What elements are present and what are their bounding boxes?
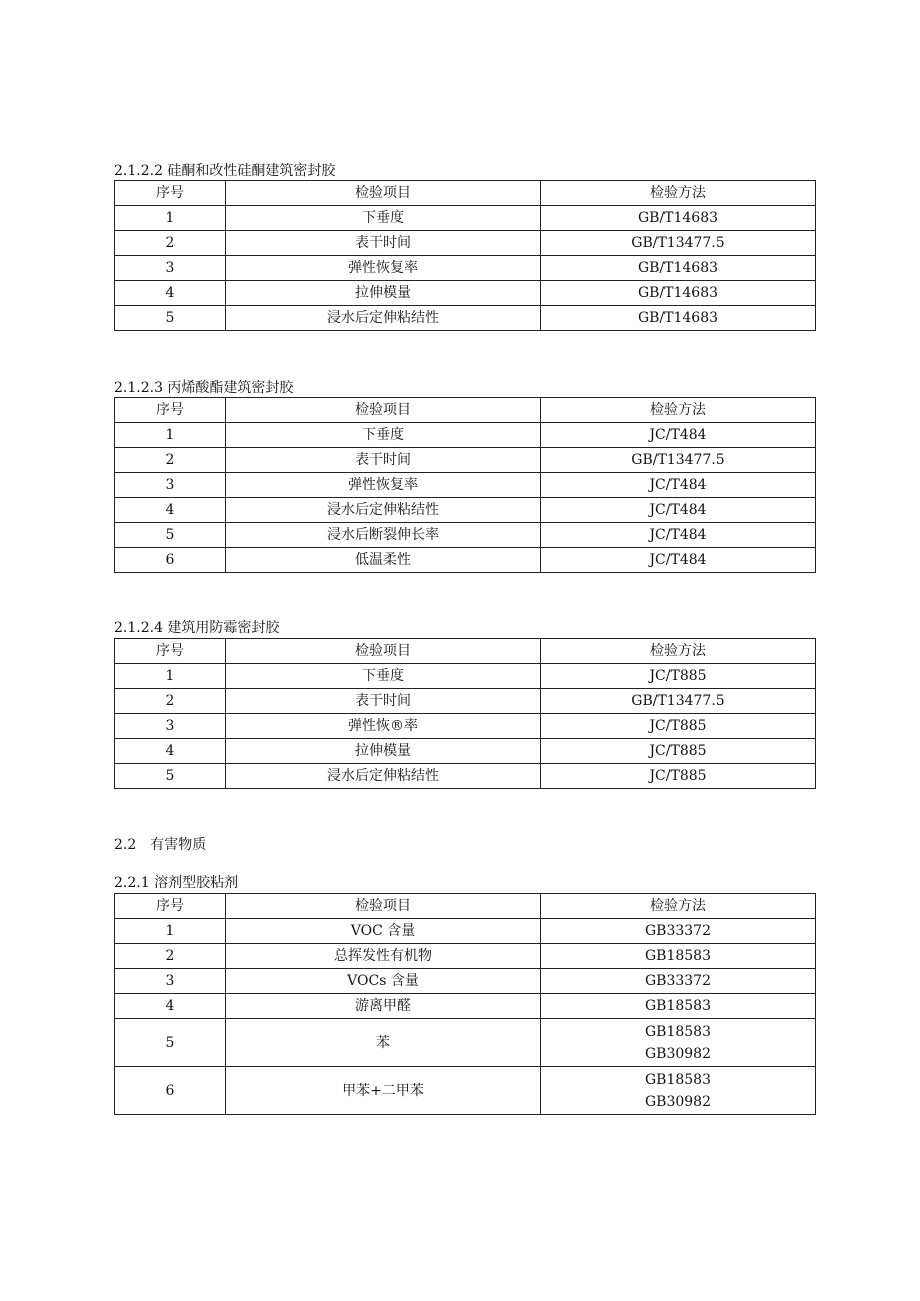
header-method: 检验方法 (541, 181, 816, 206)
table-row (115, 281, 816, 306)
row-method: GB18583 (541, 994, 816, 1019)
table-row (115, 206, 816, 231)
row-method: GB/T14683 (541, 206, 816, 231)
table-row (115, 739, 816, 764)
row-method: JC/T484 (541, 548, 816, 573)
row-item: 浸水后定伸粘结性 (226, 306, 541, 331)
row-method: JC/T885 (541, 739, 816, 764)
table-row (115, 498, 816, 523)
header-no: 序号 (115, 894, 226, 919)
row-item: 弹性恢复率 (226, 256, 541, 281)
table-row (115, 969, 816, 994)
row-item: 弹性恢®率 (226, 714, 541, 739)
section-caption: 2.1.2.4 建筑用防霉密封胶 (114, 620, 280, 636)
row-no: 1 (115, 919, 226, 944)
row-no: 2 (115, 448, 226, 473)
row-item: 表干时间 (226, 448, 541, 473)
header-no: 序号 (115, 181, 226, 206)
row-method: JC/T885 (541, 714, 816, 739)
row-item: 下垂度 (226, 423, 541, 448)
row-no: 5 (115, 1019, 226, 1067)
table-row (115, 714, 816, 739)
row-method: GB18583 (541, 944, 816, 969)
row-item: VOC 含量 (226, 919, 541, 944)
section-caption: 2.1.2.3 丙烯酸酯建筑密封胶 (114, 380, 294, 396)
row-method: GB33372 (541, 919, 816, 944)
test-table (114, 180, 816, 331)
table-row (115, 548, 816, 573)
row-no: 3 (115, 969, 226, 994)
row-item: 游离甲醛 (226, 994, 541, 1019)
row-no: 1 (115, 423, 226, 448)
row-no: 6 (115, 548, 226, 573)
row-item: 拉伸模量 (226, 281, 541, 306)
table-header-row (115, 398, 816, 423)
test-table (114, 893, 816, 1115)
header-item: 检验项目 (226, 639, 541, 664)
row-item: 弹性恢复率 (226, 473, 541, 498)
row-no: 2 (115, 689, 226, 714)
row-method: GB/T13477.5 (541, 448, 816, 473)
row-method: JC/T885 (541, 764, 816, 789)
header-item: 检验项目 (226, 894, 541, 919)
row-item: 下垂度 (226, 206, 541, 231)
table-row (115, 448, 816, 473)
header-method: 检验方法 (541, 639, 816, 664)
row-method: JC/T484 (541, 423, 816, 448)
header-method: 检验方法 (541, 398, 816, 423)
table-row (115, 231, 816, 256)
row-method: GB/T14683 (541, 256, 816, 281)
row-method: JC/T484 (541, 498, 816, 523)
row-item: 浸水后断裂伸长率 (226, 523, 541, 548)
table-row (115, 1019, 816, 1067)
row-no: 3 (115, 473, 226, 498)
header-no: 序号 (115, 639, 226, 664)
table-header-row (115, 639, 816, 664)
row-method: JC/T484 (541, 473, 816, 498)
row-no: 5 (115, 523, 226, 548)
row-no: 4 (115, 498, 226, 523)
row-item: 表干时间 (226, 689, 541, 714)
header-item: 检验项目 (226, 398, 541, 423)
method-line: GB30982 (644, 1093, 711, 1110)
row-item: VOCs 含量 (226, 969, 541, 994)
header-item: 检验项目 (226, 181, 541, 206)
row-no: 5 (115, 764, 226, 789)
row-item: 甲苯+二甲苯 (226, 1067, 541, 1115)
table-row (115, 256, 816, 281)
table-header-row (115, 894, 816, 919)
row-method: JC/T885 (541, 664, 816, 689)
table-row (115, 944, 816, 969)
table-row (115, 689, 816, 714)
row-no: 4 (115, 739, 226, 764)
row-no: 4 (115, 994, 226, 1019)
row-no: 1 (115, 206, 226, 231)
method-line: GB18583 (644, 1071, 711, 1088)
row-item: 浸水后定伸粘结性 (226, 764, 541, 789)
row-item: 表干时间 (226, 231, 541, 256)
row-no: 1 (115, 664, 226, 689)
table-row (115, 523, 816, 548)
header-no: 序号 (115, 398, 226, 423)
section-caption: 2.1.2.2 硅酮和改性硅酮建筑密封胶 (114, 163, 336, 179)
test-table (114, 638, 816, 789)
row-item: 浸水后定伸粘结性 (226, 498, 541, 523)
section-heading: 2.2 有害物质 (114, 837, 207, 853)
table-row (115, 306, 816, 331)
row-method: GB/T14683 (541, 281, 816, 306)
row-no: 2 (115, 231, 226, 256)
table-row (115, 664, 816, 689)
row-item: 低温柔性 (226, 548, 541, 573)
row-method: GB/T14683 (541, 306, 816, 331)
table-row (115, 764, 816, 789)
test-table (114, 397, 816, 573)
row-item: 苯 (226, 1019, 541, 1067)
row-method (541, 1019, 816, 1067)
row-item: 总挥发性有机物 (226, 944, 541, 969)
row-no: 5 (115, 306, 226, 331)
table-row (115, 423, 816, 448)
row-method (541, 1067, 816, 1115)
row-no: 3 (115, 714, 226, 739)
row-method: JC/T484 (541, 523, 816, 548)
row-method: GB/T13477.5 (541, 689, 816, 714)
method-line: GB30982 (644, 1045, 711, 1062)
row-no: 3 (115, 256, 226, 281)
table-row (115, 1067, 816, 1115)
header-method: 检验方法 (541, 894, 816, 919)
table-header-row (115, 181, 816, 206)
section-caption: 2.2.1 溶剂型胶粘剂 (114, 875, 239, 891)
row-item: 下垂度 (226, 664, 541, 689)
row-method: GB33372 (541, 969, 816, 994)
table-row (115, 994, 816, 1019)
row-no: 2 (115, 944, 226, 969)
row-item: 拉伸模量 (226, 739, 541, 764)
row-no: 6 (115, 1067, 226, 1115)
row-method: GB/T13477.5 (541, 231, 816, 256)
table-row (115, 919, 816, 944)
table-row (115, 473, 816, 498)
row-no: 4 (115, 281, 226, 306)
method-line: GB18583 (644, 1023, 711, 1040)
